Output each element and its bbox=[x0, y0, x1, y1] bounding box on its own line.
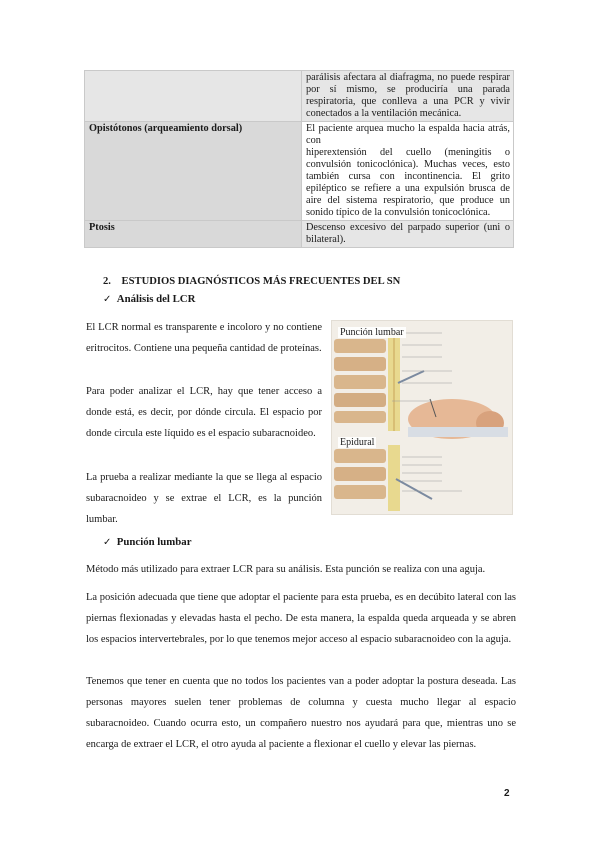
check-icon: ✓ bbox=[103, 294, 112, 305]
table-value-cell: Descenso excesivo del parpado superior (uni o bilateral). bbox=[302, 221, 514, 248]
table-row bbox=[85, 221, 514, 248]
section-heading: 2. ESTUDIOS DIAGNÓSTICOS MÁS FRECUENTES DEL SN bbox=[103, 276, 401, 287]
page-number: 2 bbox=[504, 788, 510, 799]
table-value-cell bbox=[302, 122, 514, 221]
symptoms-table bbox=[84, 70, 514, 248]
table-key-cell: Ptosis bbox=[85, 221, 302, 248]
figure-illustration bbox=[332, 321, 512, 514]
table-value-line: hiperextensión del cuello (meningitis o convulsión tonicoclónica). Muchas veces, esto también cursa con incontinencia. El grito epiléptico se refiere a una expulsión brusca de aire del sistema respiratorio, que produce un sonido típico de la convulsión tonicoclónica. bbox=[306, 147, 510, 218]
table-value-cell: parálisis afectara al diafragma, no puede respirar por sí mismo, se produciría una parada respiratoria, que conlleva a una PCR y vivir conectados a la ventilación mecánica. bbox=[302, 71, 514, 122]
table-row bbox=[85, 122, 514, 221]
table-key-cell: Opistótonos (arqueamiento dorsal) bbox=[85, 122, 302, 221]
paragraph: La posición adecuada que tiene que adoptar el paciente para esta prueba, es en decúbito lateral con las piernas flexionadas y elevadas hasta el pecho. De esta manera, la espalda queda arqueada y se abren los espacios intervertebrales, por lo que tenemos mejor acceso al espacio subaracnoideo con la aguja. bbox=[86, 592, 516, 645]
lumbar-puncture-figure bbox=[331, 320, 513, 515]
paragraph: Tenemos que tener en cuenta que no todos los pacientes van a poder adoptar la postura deseada. Las personas mayores suelen tener problemas de columna y cuesta mucho llegar al espacio subaracnoideo. Cuando ocurra esto, un compañero nuestro nos ayudará para que, mientras uno se encarga de extraer el LCR, el otro ayuda al paciente a flexionar el cuello y elevar las piernas. bbox=[86, 676, 516, 750]
paragraph: Para poder analizar el LCR, hay que tener acceso a donde está, es decir, por dónde circula. El espacio por donde circula este líquido es el espacio subaracnoideo. bbox=[86, 386, 322, 439]
subheading-text: Análisis del LCR bbox=[116, 293, 196, 305]
paragraph: La prueba a realizar mediante la que se llega al espacio subaracnoideo y se extrae el LCR, es la punción lumbar. bbox=[86, 472, 322, 525]
check-icon: ✓ bbox=[103, 537, 112, 548]
table-value-line: El paciente arquea mucho la espalda hacia atrás, con bbox=[306, 123, 510, 146]
paragraph: Método más utilizado para extraer LCR para su análisis. Esta punción se realiza con una aguja. bbox=[86, 564, 486, 575]
table-row bbox=[85, 71, 514, 122]
paragraph: El LCR normal es transparente e incoloro y no contiene eritrocitos. Contiene una pequeña cantidad de proteínas. bbox=[86, 322, 322, 354]
subheading-text: Punción lumbar bbox=[116, 536, 192, 548]
table-key-cell bbox=[85, 71, 302, 122]
subheading-lcr bbox=[103, 293, 195, 305]
figure-label-bottom: Epidural bbox=[340, 437, 375, 448]
subheading-puncion bbox=[103, 536, 192, 548]
figure-label-top: Punción lumbar bbox=[340, 327, 404, 338]
